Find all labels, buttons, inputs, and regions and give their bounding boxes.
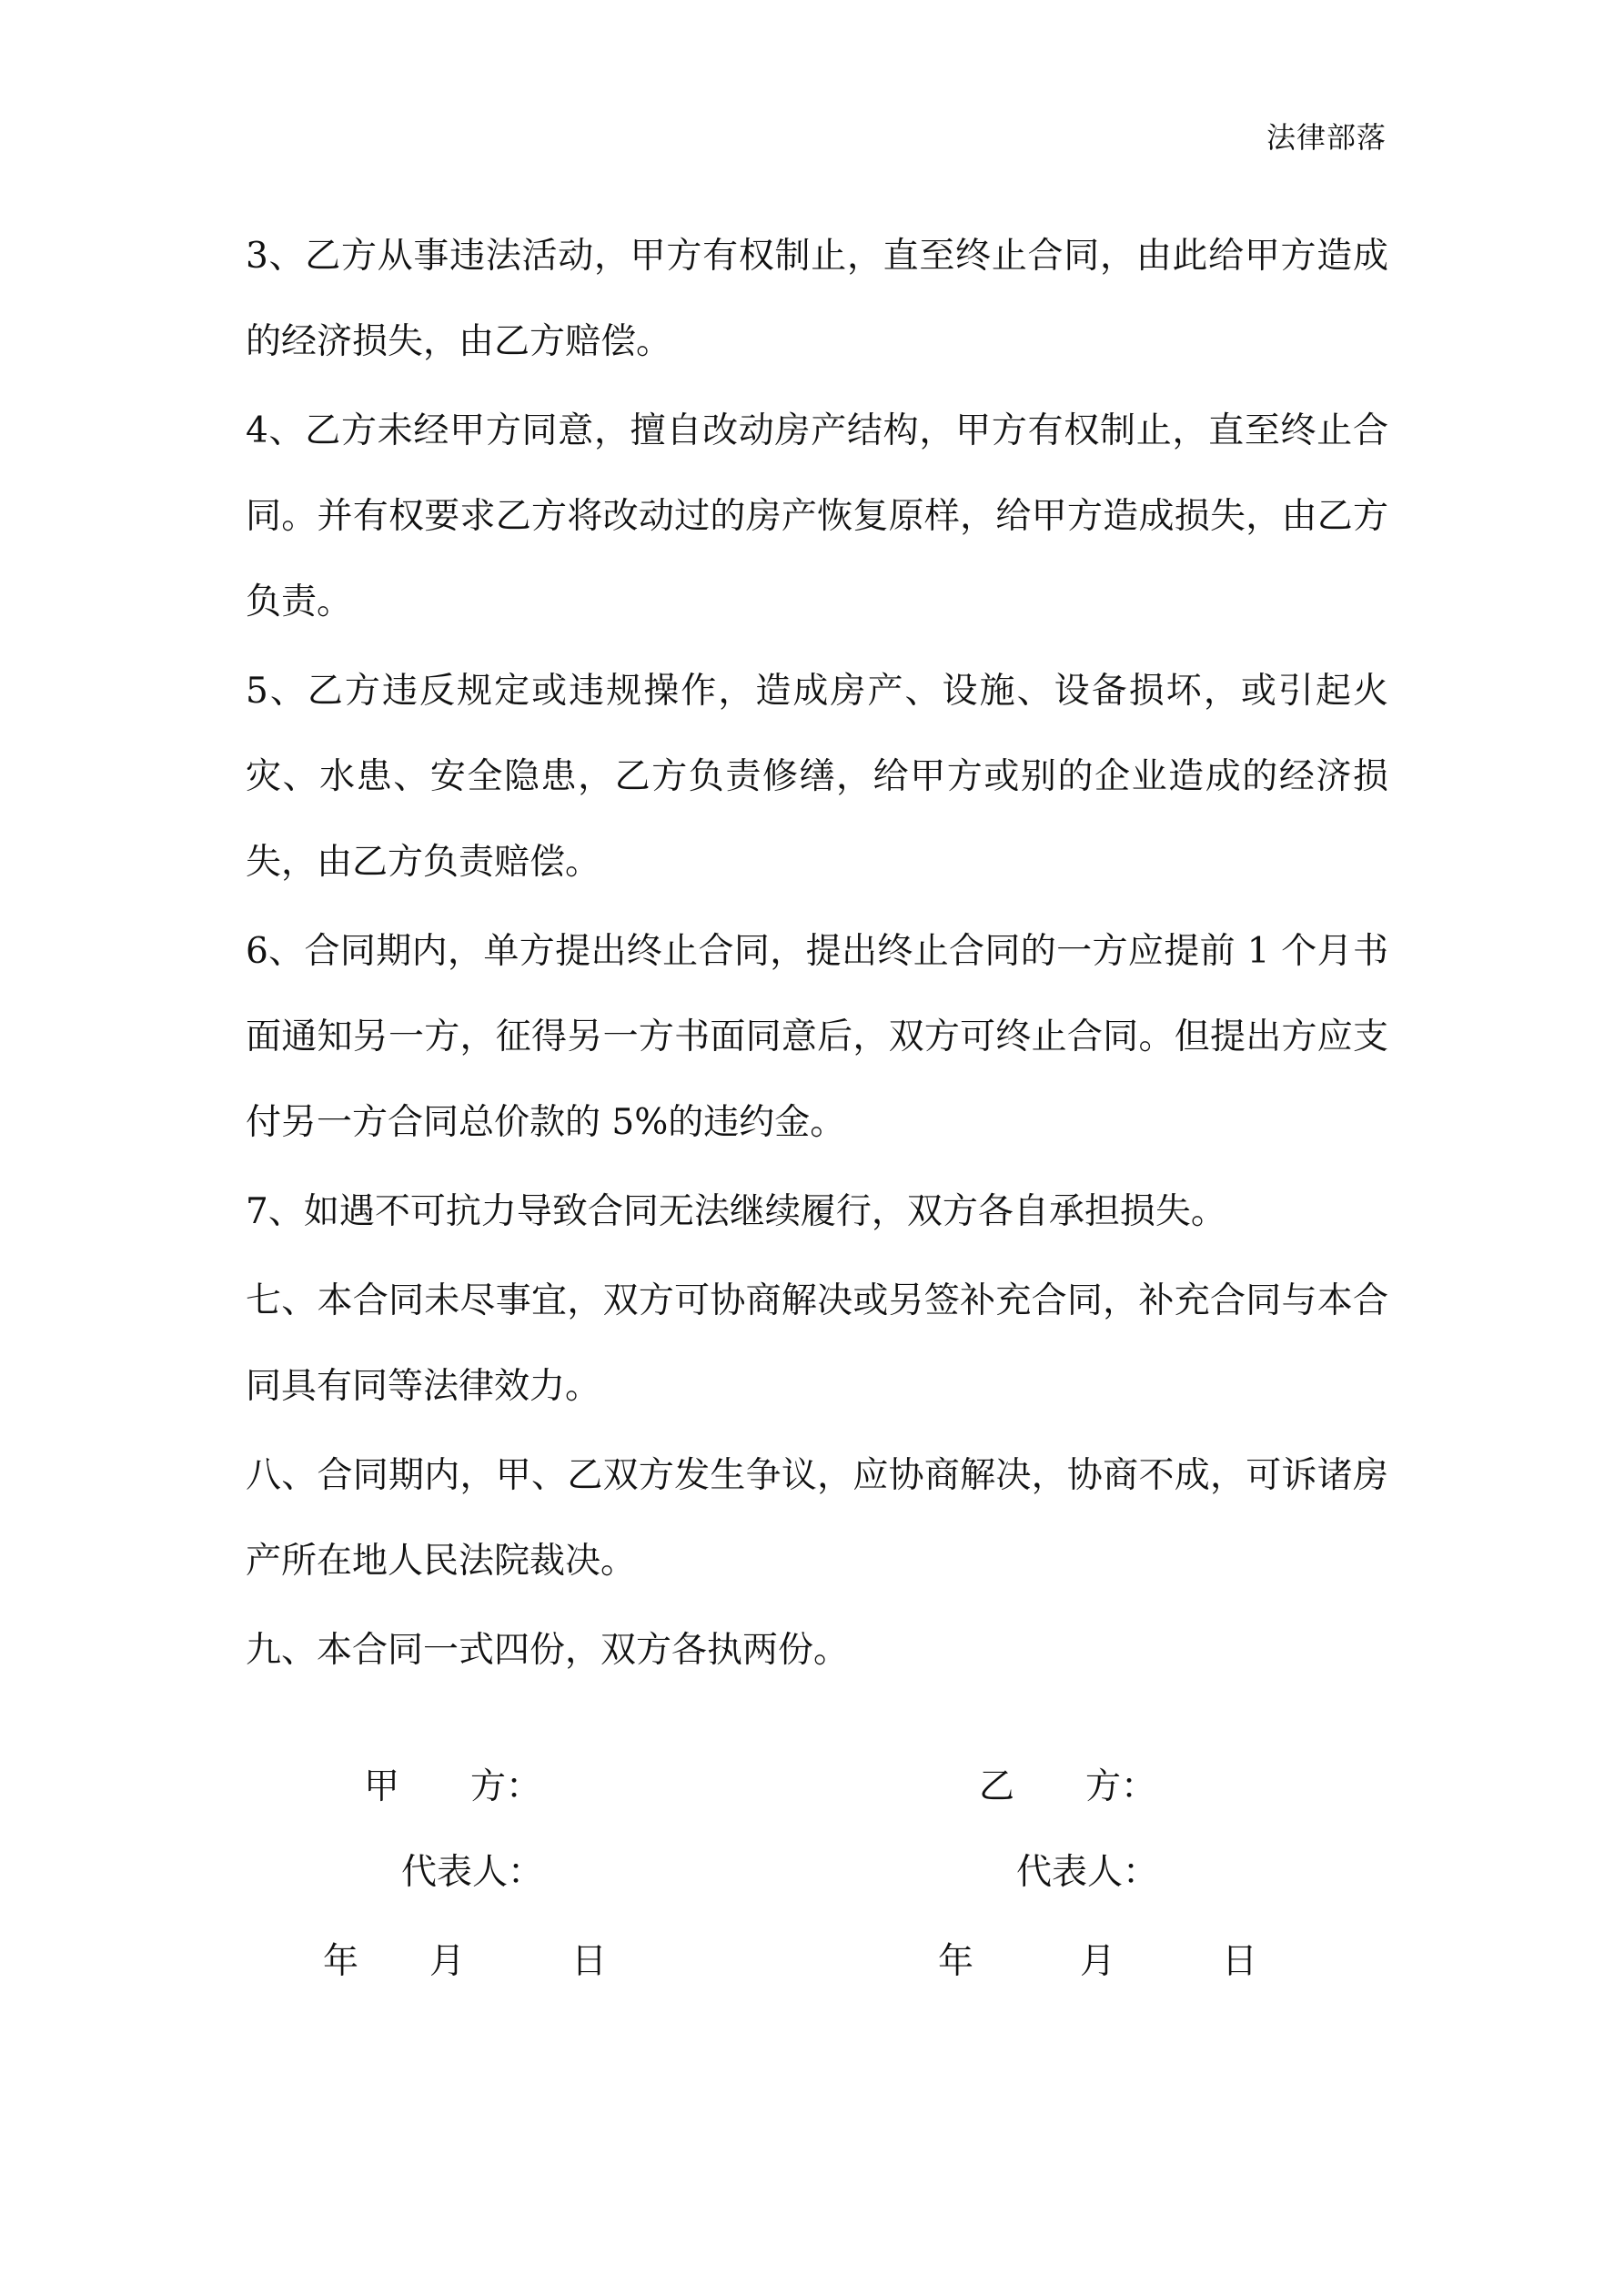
clause-5: 5、乙方违反规定或违规操作，造成房产、设施、设备损坏，或引起火灾、水患、安全隐患，乙方负责修缮，给甲方或别的企业造成的经济损失，由乙方负责赔偿。 — [246, 671, 1388, 883]
clause-6: 6、合同期内，单方提出终止合同，提出终止合同的一方应提前 1 个月书面通知另一方，征得另一方书面同意后，双方可终止合同。但提出方应支付另一方合同总价款的 5%的违约金。 — [246, 931, 1388, 1143]
party-b-date-label: 年 月 日 — [938, 1941, 1258, 1982]
clause-4: 4、乙方未经甲方同意，擅自改动房产结构，甲方有权制止，直至终止合同。并有权要求乙方将改动过的房产恢复原样，给甲方造成损失，由乙方负责。 — [246, 410, 1388, 622]
article-7: 七、本合同未尽事宜，双方可协商解决或另签补充合同，补充合同与本合同具有同等法律效力。 — [246, 1280, 1388, 1407]
party-a-label: 甲 方： — [364, 1766, 542, 1807]
header-label: 法律部落 — [1266, 120, 1387, 155]
clause-7: 7、如遇不可抗力导致合同无法继续履行，双方各自承担损失。 — [246, 1191, 1226, 1232]
party-b-label: 乙 方： — [979, 1766, 1157, 1807]
party-a-representative-label: 代表人： — [401, 1852, 544, 1893]
party-a-date-label: 年 月 日 — [323, 1941, 608, 1982]
clause-3: 3、乙方从事违法活动，甲方有权制止，直至终止合同，由此给甲方造成的经济损失，由乙方赔偿。 — [246, 236, 1388, 362]
article-8: 八、合同期内，甲、乙双方发生争议，应协商解决，协商不成，可诉诸房产所在地人民法院裁决。 — [246, 1455, 1388, 1582]
article-9: 九、本合同一式四份，双方各执两份。 — [246, 1630, 850, 1671]
contract-body — [246, 214, 1388, 1697]
party-b-representative-label: 代表人： — [1016, 1852, 1159, 1893]
